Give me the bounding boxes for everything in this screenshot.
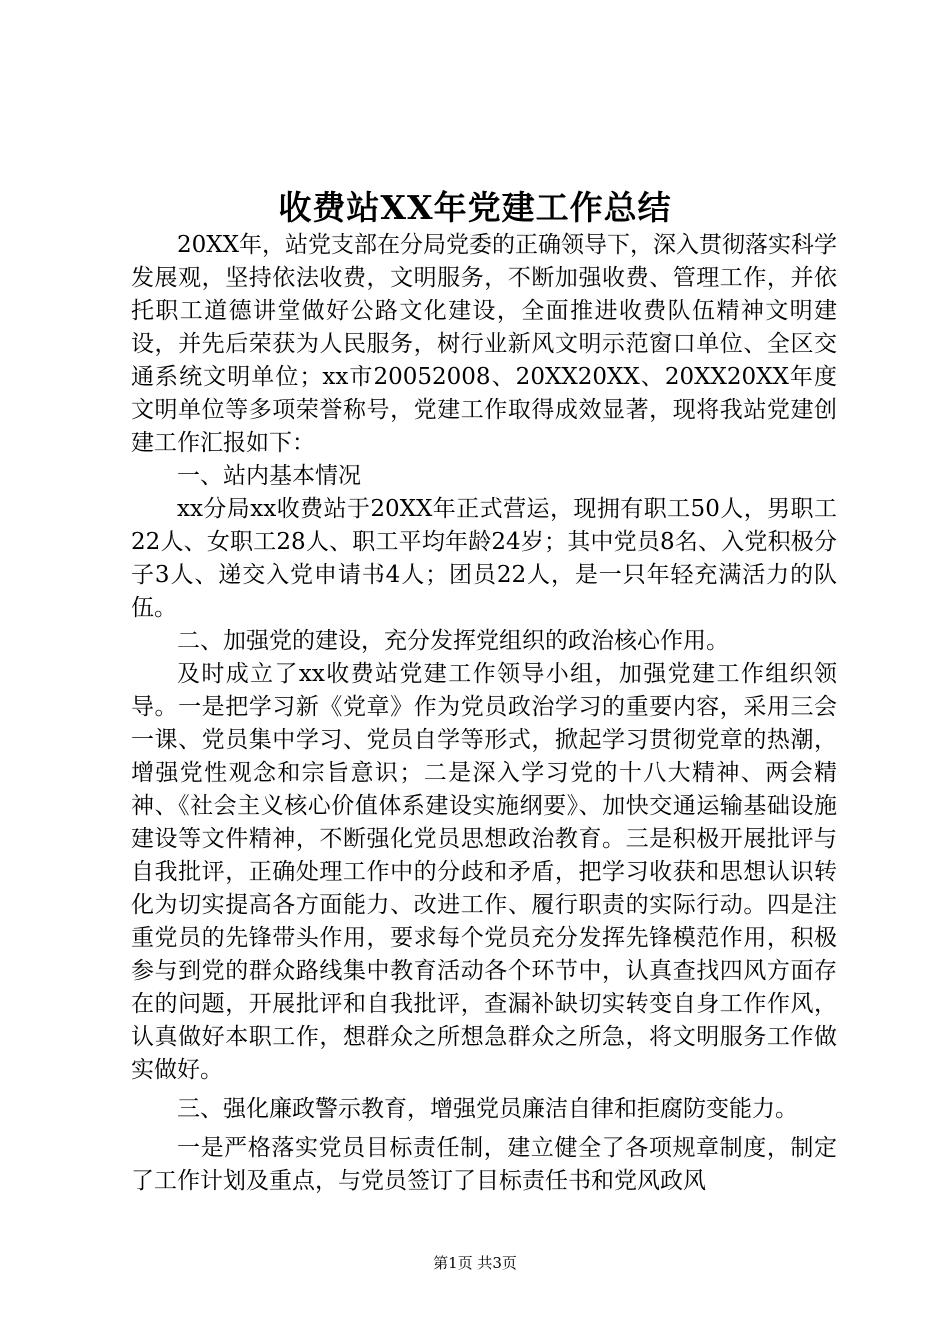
section-heading-3: 三、强化廉政警示教育，增强党员廉洁自律和拒腐防变能力。 (177, 1096, 798, 1122)
page-number-footer: 第1页 共3页 (433, 1254, 517, 1272)
paragraph-intro: 20XX年，站党支部在分局党委的正确领导下，深入贯彻落实科学发展观，坚持依法收费，文明服务，不断加强收费、管理工作，并依托职工道德讲堂做好公路文化建设，全面推进收费队伍精神文明建设，并先后荣获为人民服务，树行业新风文明示范窗口单位、全区交通系统文明单位；xx市20052008、20XX20XX、20XX20XX年度文明单位等多项荣誉称号，党建工作取得成效显著，现将我站党建创建工作汇报如下： (131, 232, 838, 456)
paragraph-integrity: 一是严格落实党员目标责任制，建立健全了各项规章制度，制定了工作计划及重点，与党员签订了目标责任书和党风政风 (131, 1135, 837, 1194)
document-title: 收费站XX年党建工作总结 (278, 188, 672, 227)
paragraph-basic-info: xx分局xx收费站于20XX年正式营运，现拥有职工50人，男职工22人、女职工28人、职工平均年龄24岁；其中党员8名、入党积极分子3人、递交入党申请书4人；团员22人，是一只年轻充满活力的队伍。 (131, 496, 837, 621)
section-heading-2: 二、加强党的建设，充分发挥党组织的政治核心作用。 (177, 628, 729, 654)
paragraph-party-building: 及时成立了xx收费站党建工作领导小组，加强党建工作组织领导。一是把学习新《党章》作为党员政治学习的重要内容，采用三会一课、党员集中学习、党员自学等形式，掀起学习贯彻党章的热潮，增强党性观念和宗旨意识；二是深入学习党的十八大精神、两会精神、《社会主义核心价值体系建设实施纲要》、加快交通运输基础设施建设等文件精神，不断强化党员思想政治教育。三是积极开展批评与自我批评，正确处理工作中的分歧和矛盾，把学习收获和思想认识转化为切实提高各方面能力、改进工作、履行职责的实际行动。四是注重党员的先锋带头作用，要求每个党员充分发挥先锋模范作用，积极参与到党的群众路线集中教育活动各个环节中，认真查找四风方面存在的问题，开展批评和自我批评，查漏补缺切实转变自身工作作风，认真做好本职工作，想群众之所想急群众之所急，将文明服务工作做实做好。 (131, 661, 837, 1083)
section-heading-1: 一、站内基本情况 (177, 463, 361, 489)
document-body (131, 229, 837, 1198)
